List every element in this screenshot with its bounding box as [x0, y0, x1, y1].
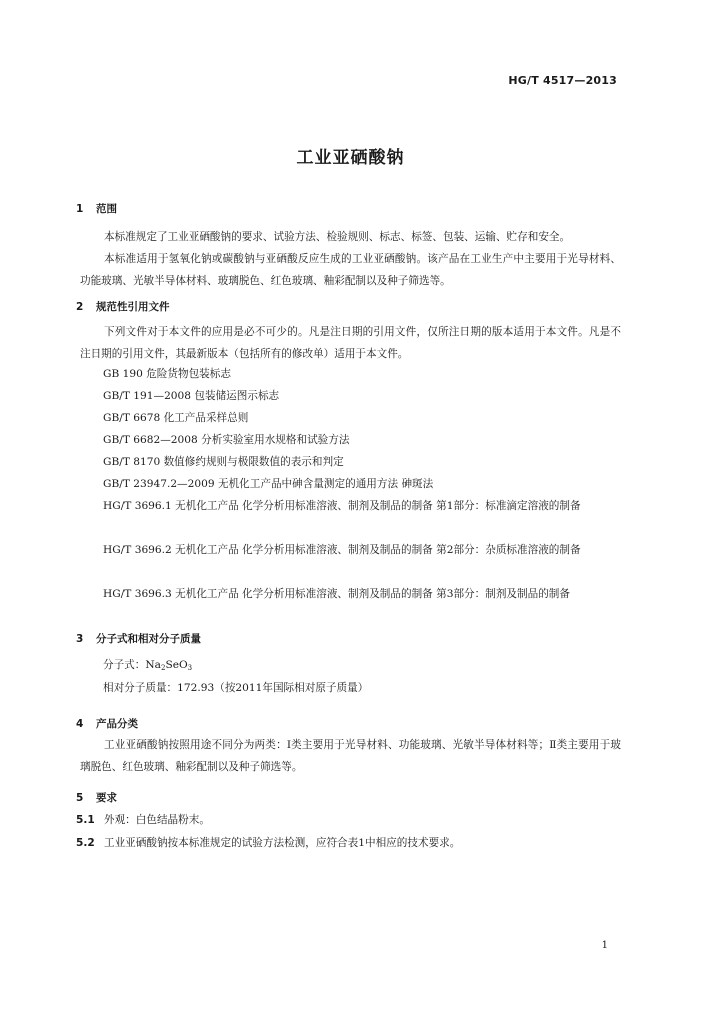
requirement-number: 5.2: [76, 837, 95, 849]
section-title: 要求: [96, 792, 117, 804]
requirement-item: [76, 835, 460, 850]
reference-item: HG/T 3696.3 无机化工产品 化学分析用标准溶液、制剂及制品的制备 第3部分：制剂及制品的制备: [103, 588, 570, 600]
section-title: 分子式和相对分子质量: [96, 633, 201, 645]
section-title: 范围: [96, 203, 117, 215]
requirement-text: 外观：白色结晶粉末。: [104, 814, 210, 826]
section-heading-formula: [76, 631, 201, 646]
classification-paragraph: 工业亚硒酸钠按照用途不同分为两类：Ⅰ类主要用于光导材料、功能玻璃、光敏半导体材料等；Ⅱ类主要用于玻璃脱色、红色玻璃、釉彩配制以及种子筛选等。: [80, 739, 621, 773]
reference-item: GB/T 8170 数值修约规则与极限数值的表示和判定: [103, 456, 344, 468]
section-title: 规范性引用文件: [96, 301, 170, 313]
document-title: 工业亚硒酸钠: [296, 148, 405, 168]
reference-item: HG/T 3696.2 无机化工产品 化学分析用标准溶液、制剂及制品的制备 第2部分：杂质标准溶液的制备: [103, 544, 581, 556]
section-number: 5: [76, 792, 84, 804]
requirement-number: 5.1: [76, 814, 95, 826]
scope-paragraph: 本标准规定了工业亚硒酸钠的要求、试验方法、检验规则、标志、标签、包装、运输、贮存和安全。: [104, 231, 571, 243]
section-number: 4: [76, 718, 84, 730]
section-number: 2: [76, 301, 84, 313]
section-heading-requirements: [76, 790, 117, 805]
section-number: 3: [76, 633, 84, 645]
formula-prefix: 分子式：Na: [103, 659, 161, 671]
reference-item: GB/T 23947.2—2009 无机化工产品中砷含量测定的通用方法 砷斑法: [103, 478, 434, 490]
reference-item: GB/T 6682—2008 分析实验室用水规格和试验方法: [103, 434, 350, 446]
formula-suffix: SeO: [165, 659, 188, 671]
page-number: 1: [601, 940, 608, 951]
standard-code: HG/T 4517—2013: [508, 74, 617, 87]
reference-item: GB 190 危险货物包装标志: [103, 368, 231, 380]
molecular-mass: 相对分子质量：172.93（按2011年国际相对原子质量）: [103, 682, 369, 694]
section-title: 产品分类: [96, 718, 138, 730]
reference-item: HG/T 3696.1 无机化工产品 化学分析用标准溶液、制剂及制品的制备 第1部分：标准滴定溶液的制备: [103, 500, 581, 512]
section-number: 1: [76, 203, 84, 215]
section-heading-scope: [76, 201, 117, 216]
normative-intro: 下列文件对于本文件的应用是必不可少的。凡是注日期的引用文件，仅所注日期的版本适用于本文件。凡是不注日期的引用文件，其最新版本（包括所有的修改单）适用于本文件。: [80, 326, 621, 360]
scope-paragraph-2: 本标准适用于氢氧化钠或碳酸钠与亚硒酸反应生成的工业亚硒酸钠。该产品在工业生产中主要用于光导材料、功能玻璃、光敏半导体材料、玻璃脱色、红色玻璃、釉彩配制以及种子筛选等。: [80, 253, 621, 287]
formula-subscript: 2: [160, 664, 166, 672]
molecular-formula: [103, 657, 192, 672]
requirement-text: 工业亚硒酸钠按本标准规定的试验方法检测，应符合表1中相应的技术要求。: [104, 837, 461, 849]
reference-item: GB/T 191—2008 包装储运图示标志: [103, 390, 280, 402]
reference-item: GB/T 6678 化工产品采样总则: [103, 412, 249, 424]
formula-subscript-2: 3: [187, 664, 193, 672]
requirement-item: [76, 812, 210, 827]
section-heading-normative: [76, 299, 170, 314]
section-heading-classification: [76, 716, 138, 731]
